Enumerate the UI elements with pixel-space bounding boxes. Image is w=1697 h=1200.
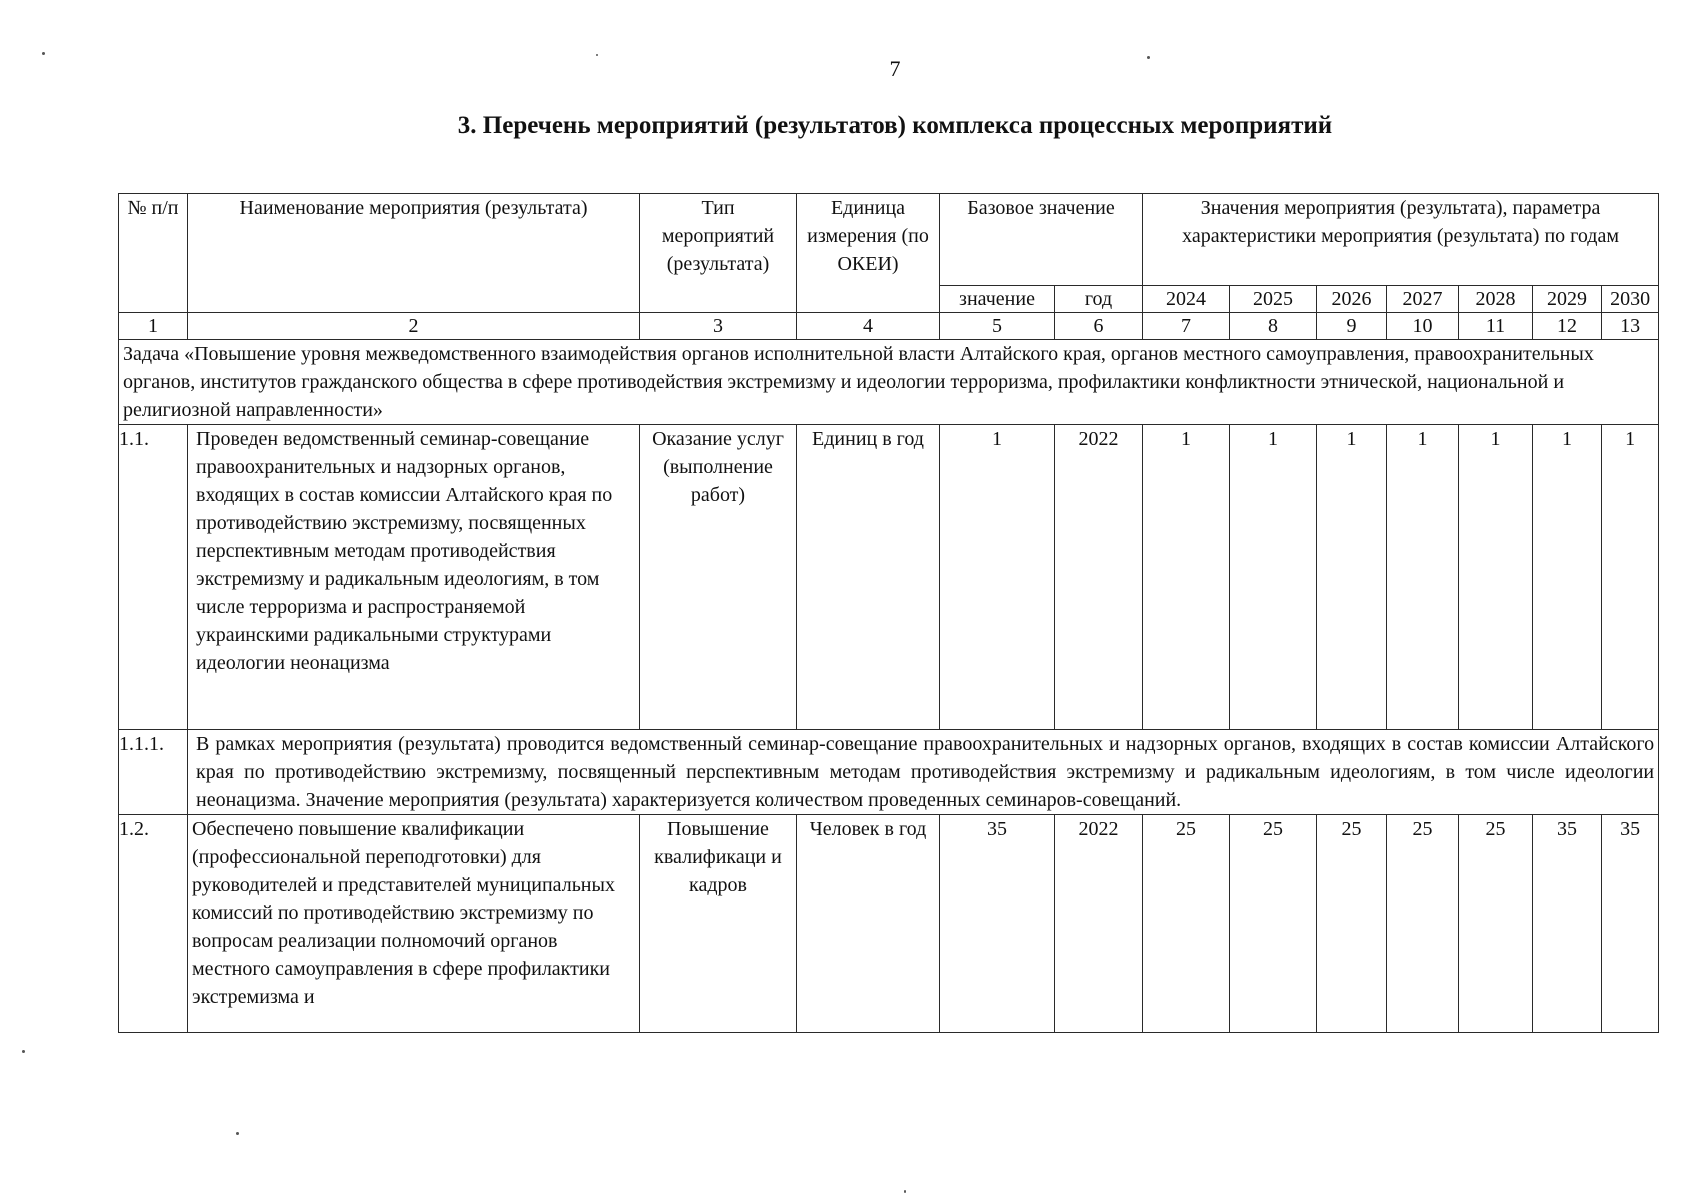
measure-unit: Человек в год — [797, 815, 940, 1033]
base-value: 1 — [940, 425, 1055, 730]
year-value: 1 — [1602, 425, 1659, 730]
year-value: 25 — [1143, 815, 1230, 1033]
year-value: 25 — [1459, 815, 1533, 1033]
header-base-year: год — [1055, 286, 1143, 313]
header-no: № п/п — [119, 194, 188, 313]
header-base: Базовое значение — [940, 194, 1143, 286]
measure-type: Оказание услуг (выполнение работ) — [640, 425, 797, 730]
task-row — [119, 340, 1659, 425]
column-number: 5 — [940, 313, 1055, 340]
measure-unit: Единиц в год — [797, 425, 940, 730]
row-number: 1.2. — [119, 815, 188, 1033]
year-value: 1 — [1143, 425, 1230, 730]
year-value: 25 — [1387, 815, 1459, 1033]
header-year: 2029 — [1533, 286, 1602, 313]
scan-speck — [904, 1190, 906, 1193]
header-type: Тип мероприятий (результата) — [640, 194, 797, 313]
scan-speck — [22, 1050, 25, 1053]
column-number: 2 — [188, 313, 640, 340]
column-number: 11 — [1459, 313, 1533, 340]
year-value: 1 — [1533, 425, 1602, 730]
measure-type: Повышение квалификаци и кадров — [640, 815, 797, 1033]
header-name: Наименование мероприятия (результата) — [188, 194, 640, 313]
column-number: 10 — [1387, 313, 1459, 340]
year-value: 35 — [1533, 815, 1602, 1033]
scan-speck — [1147, 56, 1150, 59]
table-row — [119, 425, 1659, 730]
header-year: 2024 — [1143, 286, 1230, 313]
column-number: 12 — [1533, 313, 1602, 340]
header-year: 2025 — [1230, 286, 1317, 313]
task-text: Задача «Повышение уровня межведомственного взаимодействия органов исполнительной власти Алтайского края, органов местного самоуправления, правоохранительных органов, институтов гражданского общества в сфере противодействия экстремизму и идеологии терроризма, профилактики конфликтности этнической, национальной и религиозной направленности» — [119, 340, 1659, 425]
scan-speck — [236, 1132, 239, 1135]
header-row — [119, 194, 1659, 286]
table-row — [119, 730, 1659, 815]
page-number: 7 — [889, 56, 901, 81]
year-value: 35 — [1602, 815, 1659, 1033]
header-year: 2030 — [1602, 286, 1659, 313]
row-number: 1.1.1. — [119, 730, 188, 815]
column-number: 4 — [797, 313, 940, 340]
header-year: 2028 — [1459, 286, 1533, 313]
year-value: 25 — [1230, 815, 1317, 1033]
measure-name: Проведен ведомственный семинар-совещание правоохранительных и надзорных органов, входящих в состав комиссии Алтайского края по противодействию экстремизму, посвященных перспективным методам противодействия экстремизму и радикальным идеологиям, в том числе терроризма и распространяемой украинскими радикальными структурами идеологии неонацизма — [188, 425, 640, 730]
base-value: 35 — [940, 815, 1055, 1033]
header-values: Значения мероприятия (результата), параметра характеристики мероприятия (результата) по годам — [1143, 194, 1659, 286]
year-value: 1 — [1230, 425, 1317, 730]
column-number-row — [119, 313, 1659, 340]
document-title: 3. Перечень мероприятий (результатов) комплекса процессных мероприятий — [457, 112, 1333, 139]
header-unit: Единица измерения (по ОКЕИ) — [797, 194, 940, 313]
row-number: 1.1. — [119, 425, 188, 730]
measure-description: В рамках мероприятия (результата) проводится ведомственный семинар-совещание правоохранительных и надзорных органов, входящих в состав комиссии Алтайского края по противодействию экстремизму, посвященный перспективным методам противодействия экстремизму и радикальным идеологиям, в том числе идеологии неонацизма. Значение мероприятия (результата) характеризуется количеством проведенных семинаров-совещаний. — [188, 730, 1659, 815]
measure-name: Обеспечено повышение квалификации (профессиональной переподготовки) для руководителей и представителей муниципальных комиссий по противодействию экстремизму по вопросам реализации полномочий органов местного самоуправления в сфере профилактики экстремизма и — [188, 815, 640, 1033]
column-number: 7 — [1143, 313, 1230, 340]
header-year: 2026 — [1317, 286, 1387, 313]
table-row — [119, 815, 1659, 1033]
column-number: 13 — [1602, 313, 1659, 340]
base-year: 2022 — [1055, 425, 1143, 730]
year-value: 1 — [1317, 425, 1387, 730]
column-number: 6 — [1055, 313, 1143, 340]
header-year: 2027 — [1387, 286, 1459, 313]
base-year: 2022 — [1055, 815, 1143, 1033]
column-number: 8 — [1230, 313, 1317, 340]
year-value: 1 — [1387, 425, 1459, 730]
scan-speck — [596, 54, 598, 56]
column-number: 9 — [1317, 313, 1387, 340]
year-value: 25 — [1317, 815, 1387, 1033]
measures-table — [118, 193, 1659, 1033]
column-number: 3 — [640, 313, 797, 340]
year-value: 1 — [1459, 425, 1533, 730]
scan-speck — [42, 52, 45, 55]
header-base-value: значение — [940, 286, 1055, 313]
column-number: 1 — [119, 313, 188, 340]
